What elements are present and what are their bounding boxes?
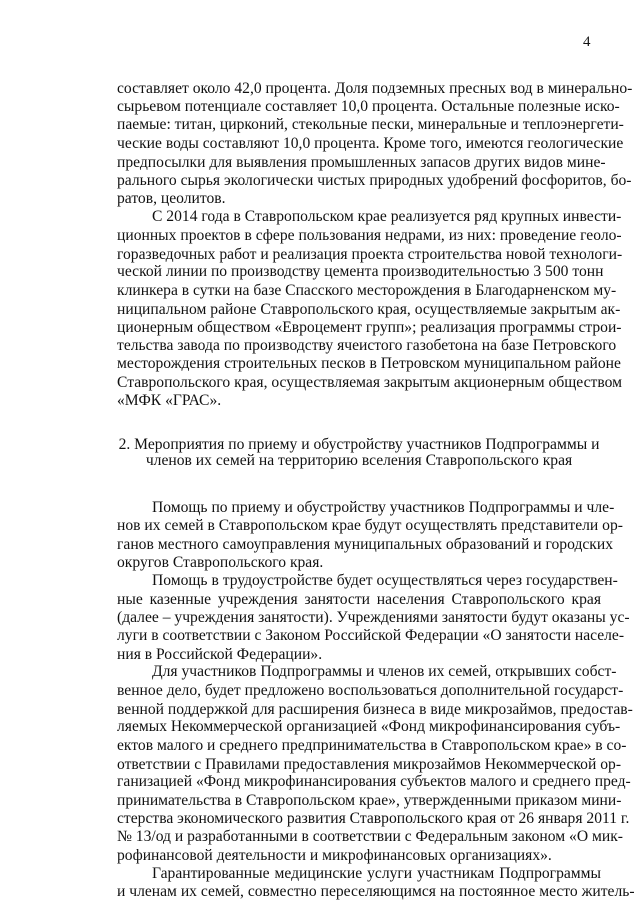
text-line: ционерным обществом «Евроцемент групп»; реализация программы строи- bbox=[117, 319, 622, 337]
text-line: месторождения строительных песков в Петровском муниципальном районе bbox=[117, 355, 621, 373]
text-line: (далее – учреждения занятости). Учреждениями занятости будут оказаны ус- bbox=[117, 608, 630, 626]
text-line: ляемых Некоммерческой организацией «Фонд микрофинансирования субъ- bbox=[117, 718, 621, 736]
text-line: нов их семей в Ставропольском крае будут осуществлять представители ор- bbox=[117, 517, 623, 535]
section-heading-line: членов их семей на территорию вселения Ставропольского края bbox=[145, 452, 573, 470]
text-line: Помощь в трудоустройстве будет осуществляться через государствен- bbox=[152, 572, 618, 590]
text-line: ческие воды составляют 10,0 процента. Кроме того, имеются геологические bbox=[117, 134, 624, 152]
text-line: Помощь по приему и обустройству участников Подпрограммы и чле- bbox=[152, 498, 615, 516]
text-line: ектов малого и среднего предпринимательства в Ставропольском крае» в со- bbox=[117, 736, 627, 754]
text-line: венное дело, будет предложено воспользоваться дополнительной государст- bbox=[117, 682, 624, 699]
text-line: Ставропольского края, осуществляемая закрытым акционерным обществом bbox=[117, 374, 622, 391]
text-line: С 2014 года в Ставропольском крае реализуется ряд крупных инвести- bbox=[152, 208, 622, 226]
text-line: рального сырья экологически чистых природных удобрений фосфоритов, бо- bbox=[117, 172, 632, 190]
text-line: ганизацией «Фонд микрофинансирования субъектов малого и среднего пред- bbox=[117, 773, 631, 791]
text-line: луги в соответствии с Законом Российской Федерации «О занятости населе- bbox=[117, 627, 625, 645]
text-line: округов Ставропольского края. bbox=[117, 553, 324, 571]
text-line: предпосылки для выявления промышленных запасов других видов мине- bbox=[117, 153, 606, 171]
text-line: ратов, цеолитов. bbox=[117, 189, 226, 207]
section-heading-line: 2. Мероприятия по приему и обустройству участников Подпрограммы и bbox=[118, 436, 600, 454]
text-line: венной поддержкой для расширения бизнеса в виде микрозаймов, предостав- bbox=[117, 700, 633, 718]
page-number: 4 bbox=[583, 34, 591, 50]
text-line: ционных проектов в сфере пользования недрами, из них: проведение геоло- bbox=[117, 227, 622, 244]
text-line: ния в Российской Федерации». bbox=[117, 645, 323, 663]
text-line: рофинансовой деятельности и микрофинансовых организациях». bbox=[117, 846, 552, 864]
text-line: Гарантированные медицинские услуги участникам Подпрограммы bbox=[152, 865, 601, 883]
text-line: и членам их семей, совместно переселяющимся на постоянное место житель- bbox=[117, 883, 635, 900]
text-line: Для участников Подпрограммы и членов их семей, открывших собст- bbox=[152, 663, 617, 681]
text-line: ниципальном районе Ставропольского края, осуществляемые закрытым ак- bbox=[117, 300, 621, 318]
text-line: клинкера в сутки на базе Спасского месторождения в Благодарненском му- bbox=[117, 281, 617, 299]
text-line: ответствии с Правилами предоставления микрозаймов Некоммерческой ор- bbox=[117, 755, 622, 773]
text-line: ганов местного самоуправления муниципальных образований и городских bbox=[117, 535, 614, 553]
text-line: ческой линии по производству цемента производительностью 3 500 тонн bbox=[117, 263, 604, 281]
text-line: № 13/од и разработанными в соответствии с Федеральным законом «О мик- bbox=[117, 828, 623, 846]
text-line: принимательства в Ставропольском крае», утвержденными приказом мини- bbox=[117, 791, 622, 809]
text-line: сырьевом потенциале составляет 10,0 процента. Остальные полезные иско- bbox=[117, 97, 620, 115]
text-line: «МФК «ГРАС». bbox=[117, 391, 222, 409]
text-line: ные казенные учреждения занятости населения Ставропольского края bbox=[117, 590, 601, 608]
text-line: горазведочных работ и реализация проекта строительства новой технологи- bbox=[117, 245, 623, 263]
text-line: стерства экономического развития Ставропольского края от 26 января 2011 г. bbox=[117, 810, 630, 828]
text-line: составляет около 42,0 процента. Доля подземных пресных вод в минерально- bbox=[117, 80, 633, 97]
text-line: паемые: титан, цирконий, стекольные пески, минеральные и теплоэнергети- bbox=[117, 116, 624, 134]
text-line: тельства завода по производству ячеистого газобетона на базе Петровского bbox=[117, 336, 617, 354]
